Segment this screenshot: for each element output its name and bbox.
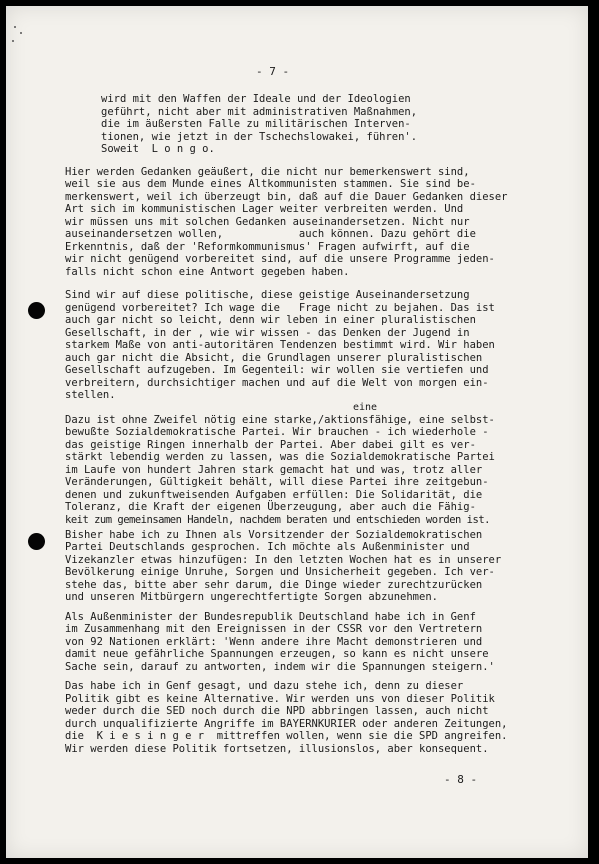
handwritten-insertion: eine (353, 402, 378, 413)
text-line: auseinandersetzen wollen, auch können. Dazu gehört die (65, 228, 476, 240)
text-line: denen und zukunftweisenden Aufgaben erfüllen: Die Solidarität, die (65, 489, 483, 501)
text-line: Partei Deutschlands gesprochen. Ich möchte als Außenminister und (65, 541, 470, 553)
text-line: verbreitern, durchsichtiger machen und auf die Welt von morgen ein- (65, 377, 489, 389)
text-line: Bevölkerung einige Unruhe, Sorgen und Unsicherheit gegeben. Ich ver- (65, 566, 495, 578)
text-line: genügend vorbereitet? Ich wage die Frage nicht zu bejahen. Das ist (65, 302, 495, 314)
text-line: Erkenntnis, daß der 'Reformkommunismus' Fragen aufwirft, auf die (65, 241, 470, 253)
text-line: starkem Maße von anti-autoritären Tendenzen bestimmt wird. Wir haben (65, 339, 495, 351)
text-line: auch gar nicht so leicht, denn wir leben in einer pluralistischen (65, 314, 476, 326)
text-line: Politik gibt es keine Alternative. Wir werden uns von dieser Politik (65, 693, 495, 705)
ink-speck (14, 26, 16, 28)
text-line: durch unqualifizierte Angriffe im BAYERNKURIER oder anderen Zeitungen, (65, 718, 508, 730)
text-line: im Zusammenhang mit den Ereignissen in der CSSR vor den Vertretern (65, 623, 483, 635)
page-number: - 7 - (256, 65, 290, 78)
text-line: Sache sein, darauf zu antworten, indem wir die Spannungen steigern.' (65, 661, 495, 673)
text-line: Das habe ich in Genf gesagt, und dazu stehe ich, denn zu dieser (65, 680, 464, 692)
text-line: im Laufe von hundert Jahren stark gemacht hat und was, trotz aller (65, 464, 483, 476)
quote-line: wird mit den Waffen der Ideale und der Ideologien (101, 93, 411, 105)
next-page-marker: - 8 - (444, 773, 478, 786)
text-line: und unseren Mitbürgern ungerechtfertigte Sorgen abzunehmen. (65, 591, 438, 603)
text-line: Toleranz, die Kraft der eigenen Überzeugung, aber auch die Fähig- (65, 501, 476, 513)
text-line: das geistige Ringen innerhalb der Partei. Aber dabei gilt es ver- (65, 439, 476, 451)
text-line: wir müssen uns mit solchen Gedanken auseinandersetzen. Nicht nur (65, 216, 470, 228)
text-line: Bisher habe ich zu Ihnen als Vorsitzender der Sozialdemokratischen (65, 529, 483, 541)
text-line: Dazu ist ohne Zweifel nötig eine starke,/aktionsfähige, eine selbst- (65, 414, 495, 426)
text-line: weder durch die SED noch durch die NPD abbringen lassen, auch nicht (65, 705, 489, 717)
text-line: keit zum gemeinsamen Handeln, nachdem beraten und entschieden worden ist. (65, 514, 490, 526)
text-line: falls nicht schon eine Antwort gegeben haben. (65, 266, 350, 278)
quote-line: geführt, nicht aber mit administrativen Maßnahmen, (101, 106, 418, 118)
quote-line: Soweit L o n g o. (101, 143, 215, 155)
text-line: Gesellschaft aufzugeben. Im Gegenteil: wir wollen sie vertiefen und (65, 364, 489, 376)
text-line: Vizekanzler etwas hinzufügen: In den letzten Wochen hat es in unserer (65, 554, 502, 566)
punch-hole (28, 302, 45, 319)
ink-speck (20, 32, 22, 34)
text-line: Veränderungen, Gültigkeit behält, will diese Partei ihre zeitgebun- (65, 476, 489, 488)
text-line: die K i e s i n g e r mittreffen wollen, wenn sie die SPD angreifen. (65, 730, 508, 742)
text-line: Art sich im kommunistischen Lager weiter verbreiten werden. Und (65, 203, 464, 215)
text-line: Als Außenminister der Bundesrepublik Deutschland habe ich in Genf (65, 611, 476, 623)
quote-line: die im äußersten Falle zu militärischen Interven- (101, 118, 411, 130)
text-line: bewußte Sozialdemokratische Partei. Wir brauchen - ich wiederhole - (65, 426, 489, 438)
text-line: stehe das, bitte aber sehr darum, die Dinge wieder zurechtzurücken (65, 579, 483, 591)
text-line: Wir werden diese Politik fortsetzen, illusionslos, aber konsequent. (65, 743, 489, 755)
text-line: Sind wir auf diese politische, diese geistige Auseinandersetzung (65, 289, 470, 301)
text-line: Gesellschaft, in der , wie wir wissen - das Denken der Jugend in (65, 327, 470, 339)
text-line: damit neue gefährliche Spannungen erzeugen, so kann es nicht unsere (65, 648, 489, 660)
text-line: stellen. (65, 389, 116, 401)
text-line: auch gar nicht die Absicht, die Grundlagen unserer pluralistischen (65, 352, 483, 364)
punch-hole (28, 533, 45, 550)
text-line: wir nicht genügend vorbereitet sind, auf die unsere Programme jeden- (65, 253, 495, 265)
text-line: stärkt lebendig werden zu lassen, was die Sozialdemokratische Partei (65, 451, 495, 463)
document-page (6, 6, 588, 858)
text-line: merkenswert, weil ich überzeugt bin, daß auf die Dauer Gedanken dieser (65, 191, 508, 203)
text-line: weil sie aus dem Munde eines Altkommunisten stammen. Sie sind be- (65, 178, 476, 190)
quote-line: tionen, wie jetzt in der Tschechslowakei, führen'. (101, 131, 418, 143)
text-line: von 92 Nationen erklärt: 'Wenn andere ihre Macht demonstrieren und (65, 636, 483, 648)
ink-speck (12, 40, 14, 42)
text-line: Hier werden Gedanken geäußert, die nicht nur bemerkenswert sind, (65, 166, 470, 178)
